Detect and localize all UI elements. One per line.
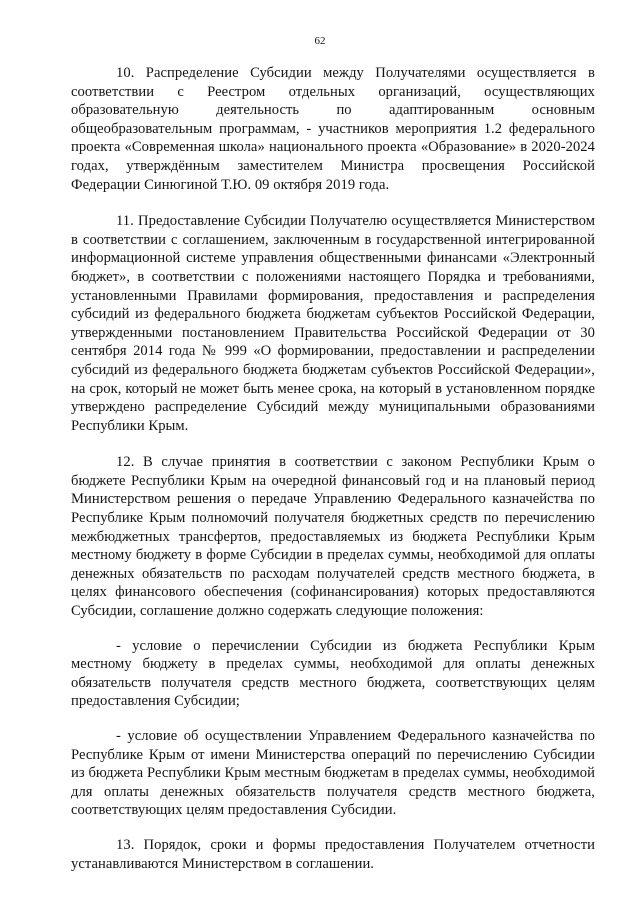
paragraph-12: 12. В случае принятия в соответствии с законом Республики Крым о бюджете Республики Крым на очередной финансовый год и на плановый период Министерством решения о передаче Управлению Федерального казначейства по Республике Крым полномочий получателя бюджетных средств по перечислению межбюджетных трансфертов, предоставляемых из бюджета Республики Крым местному бюджету в форме Субсидии в пределах суммы, необходимой для оплаты денежных обязательств по расходам получателей средств местного бюджета, в целях финансового обеспечения (софинансирования) которых предоставляются Субсидии, соглашение должно содержать следующие положения: <box>71 454 595 620</box>
paragraph-12-list-item-2: - условие об осуществлении Управлением Федерального казначейства по Республике Крым от имени Министерства операций по перечислению Субсидии из бюджета Республики Крым местным бюджетам в пределах суммы, необходимой для оплаты денежных обязательств получателя средств местного бюджета, соответствующих целям предоставления Субсидии. <box>71 728 595 819</box>
paragraph-12-list-item-1: - условие о перечислении Субсидии из бюджета Республики Крым местному бюджету в пределах суммы, необходимой для оплаты денежных обязательств получателя средств местного бюджета, соответствующих целям предоставления Субсидии; <box>71 637 595 710</box>
paragraph-13: 13. Порядок, сроки и формы предоставления Получателем отчетности устанавливаются Министерством в соглашении. <box>71 836 595 872</box>
document-body <box>71 64 595 873</box>
paragraph-11: 11. Предоставление Субсидии Получателю осуществляется Министерством в соответствии с соглашением, заключенным в государственной интегрированной информационной системе управления общественными финансами «Электронный бюджет», в соответствии с положениями настоящего Порядка и требованиями, установленными Правилами формирования, предоставления и распределения субсидий из федерального бюджета бюджетам субъектов Российской Федерации, утвержденными постановлением Правительства Российской Федерации от 30 сентября 2014 года № 999 «О формировании, предоставлении и распределении субсидий из федерального бюджета бюджетам субъектов Российской Федерации», на срок, который не может быть менее срока, на который в установленном порядке утверждено распределение Субсидий между муниципальными образованиями Республики Крым. <box>71 213 595 434</box>
page-number: 62 <box>314 35 326 47</box>
paragraph-10: 10. Распределение Субсидии между Получателями осуществляется в соответствии с Реестром отдельных организаций, осуществляющих образовательную деятельность по адаптированным основным общеобразовательным программам, - участников мероприятия 1.2 федерального проекта «Современная школа» национального проекта «Образование» в 2020-2024 годах, утверждённым заместителем Министра просвещения Российской Федерации Синюгиной Т.Ю. 09 октября 2019 года. <box>71 65 595 193</box>
